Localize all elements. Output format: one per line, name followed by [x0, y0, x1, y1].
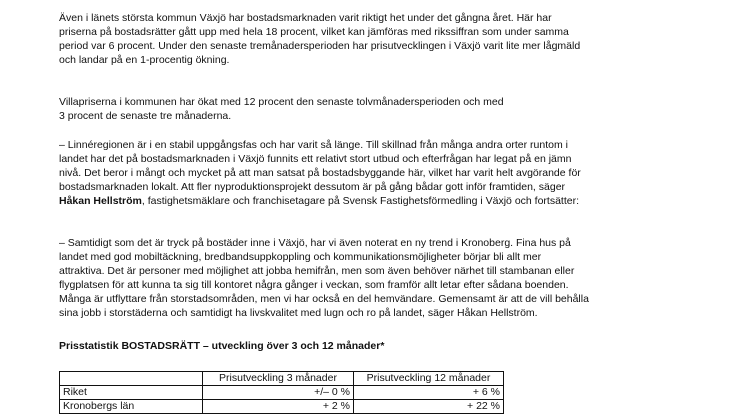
- cell-region: Riket: [60, 386, 203, 400]
- cell-12-months: + 6 %: [354, 386, 504, 400]
- text-line: sina jobb i storstäderna och samtidigt ha livskvalitet med lugn och ro på landet, säger Håkan Hellström.: [59, 307, 538, 320]
- text-line: [59, 194, 699, 208]
- text-line: priserna på bostadsrätter gått upp med hela 18 procent, vilket kan jämföras med rikssiffran som under samma: [59, 26, 569, 39]
- text-line: – Linnéregionen är i en stabil uppgångsfas och har varit så länge. Till skillnad från många andra orter runtom i: [59, 139, 568, 151]
- text-line: nivå. Det beror i mångt och mycket på att man satsat på bostadsbyggande här, vilket har varit helt avgörande för: [59, 167, 581, 180]
- cell-region: Kronobergs län: [60, 400, 203, 414]
- speaker-name: Håkan Hellström: [59, 195, 142, 208]
- table-row: [60, 386, 504, 400]
- column-header-3-months: Prisutveckling 3 månader: [203, 372, 354, 386]
- cell-3-months: +/– 0 %: [203, 386, 354, 400]
- column-header-region: [60, 372, 203, 386]
- text-line: landet har det på bostadsmarknaden i Växjö funnits ett relativt stort utbud och efterfrågan har legat på en jämn: [59, 153, 572, 166]
- cell-12-months: + 22 %: [354, 400, 504, 414]
- table-row: [60, 400, 504, 414]
- text-line: – Samtidigt som det är tryck på bostäder inne i Växjö, har vi även noterat en ny trend i Kronoberg. Fina hus på: [59, 237, 571, 249]
- column-header-12-months: Prisutveckling 12 månader: [354, 372, 504, 386]
- speaker-title: , fastighetsmäklare och franchisetagare på Svensk Fastighetsförmedling i Växjö och fortsätter:: [141, 195, 580, 208]
- text-line: bostadsmarknaden lokalt. Att fler nyproduktionsprojekt dessutom är på gång bådar gott inför framtiden, säger: [59, 181, 566, 194]
- paragraph-quote-kronoberg-trend: [59, 236, 699, 321]
- text-line: attraktiva. Det är personer med möjlighet att jobba hemifrån, men som även behöver närhet till stambanan eller: [59, 265, 575, 278]
- table-header-row: [60, 372, 504, 386]
- text-line: landet med god mobiltäckning, bredbandsuppkoppling och kommunikationsmöjligheter börjar bli allt mer: [59, 251, 542, 264]
- paragraph-villa-prices: [59, 95, 699, 123]
- text-line: flygplatsen för att kunna ta sig till kontoret några gånger i veckan, som framför allt letar efter sådana boenden.: [59, 279, 569, 292]
- text-line: period var 6 procent. Under den senaste tremånadersperioden har prisutvecklingen i Växjö varit lite mer lågmäld: [59, 40, 581, 53]
- text-line: 3 procent de senaste tre månaderna.: [59, 110, 232, 123]
- price-statistics-table: [59, 371, 504, 414]
- cell-3-months: + 2 %: [203, 400, 354, 414]
- text-line: Många är utflyttare från storstadsområden, men vi har också en del hemvändare. Gemensamt är att de vill behålla: [59, 293, 589, 306]
- text-line: och landar på en 1-procentig ökning.: [59, 54, 230, 67]
- paragraph-vaxjo-market: [59, 11, 699, 67]
- table-heading: Prisstatistik BOSTADSRÄTT – utveckling över 3 och 12 månader*: [59, 340, 385, 352]
- text-line: Även i länets största kommun Växjö har bostadsmarknaden varit riktigt het under det gångna året. Här har: [59, 12, 552, 24]
- text-line: Villapriserna i kommunen har ökat med 12 procent den senaste tolvmånadersperioden och med: [59, 96, 504, 108]
- paragraph-quote-linneregionen: [59, 138, 699, 208]
